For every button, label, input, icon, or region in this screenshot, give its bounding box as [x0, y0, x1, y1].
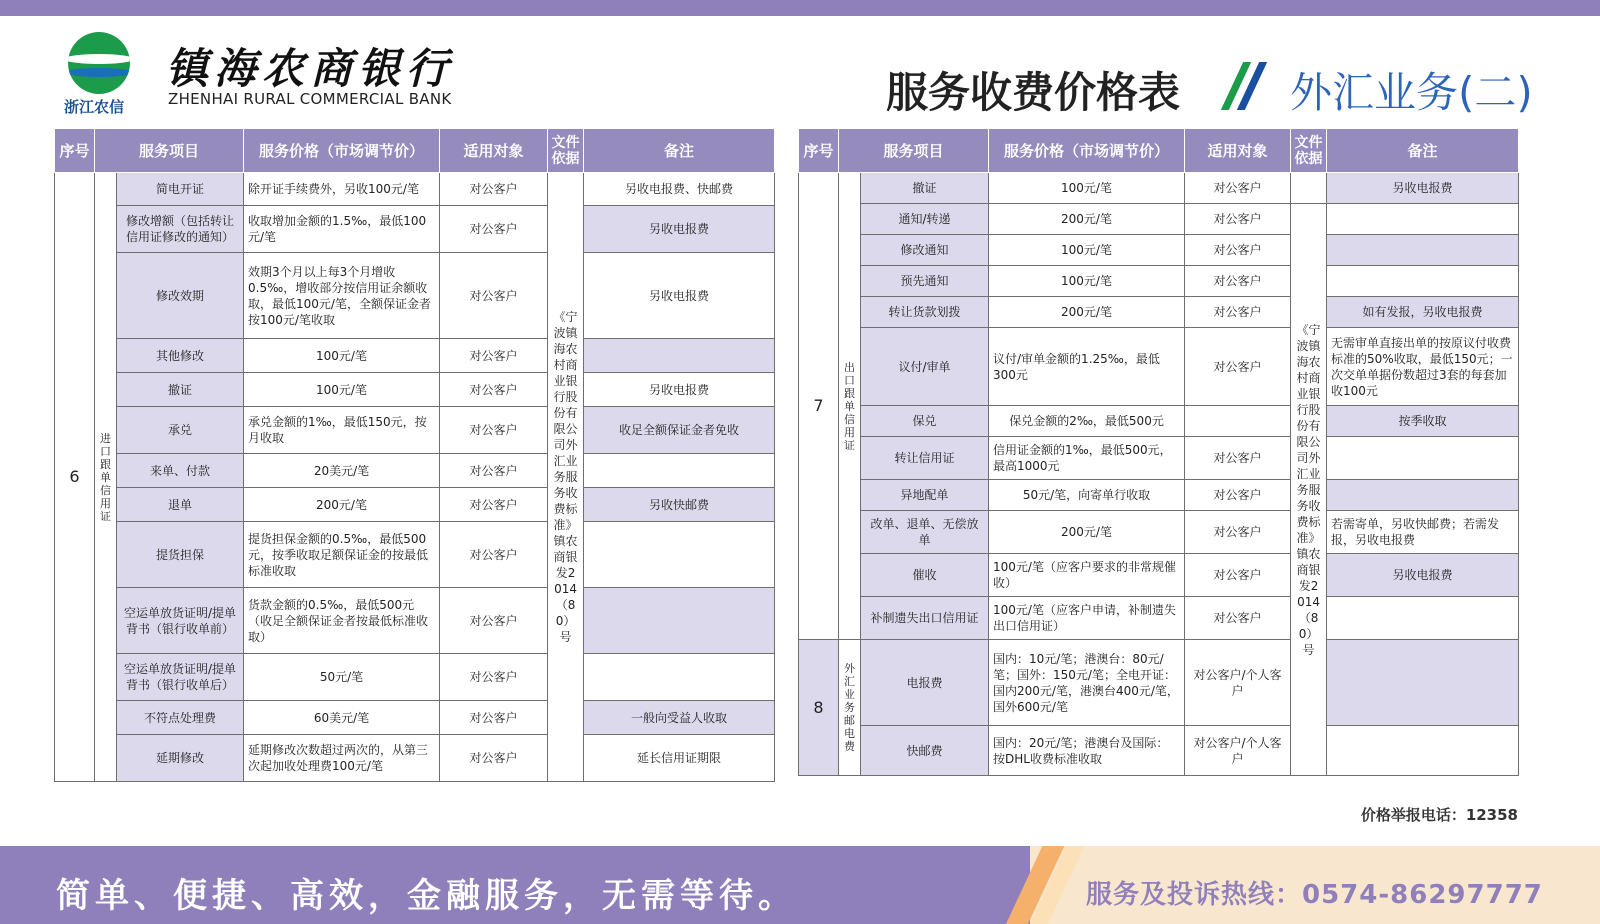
service-price: 100元/笔 — [989, 173, 1185, 204]
target-customer: 对公客户 — [1185, 480, 1291, 511]
remark: 一般向受益人收取 — [584, 701, 775, 735]
service-price: 50元/笔，向寄单行收取 — [989, 480, 1185, 511]
target-customer: 对公客户 — [440, 701, 548, 735]
service-price: 60美元/笔 — [244, 701, 440, 735]
remark — [1327, 204, 1519, 235]
col-header-remark: 备注 — [1327, 129, 1519, 173]
service-item: 预先通知 — [861, 266, 989, 297]
table-row — [55, 522, 775, 588]
fee-table-left — [54, 128, 775, 782]
service-price: 延期修改次数超过两次的，从第三次起加收处理费100元/笔 — [244, 735, 440, 782]
service-item: 承兑 — [117, 407, 244, 454]
service-price: 效期3个月以上每3个月增收0.5‰，增收部分按信用证余额收取，最低100元/笔，全额保证金者按100元/笔收取 — [244, 253, 440, 339]
document-basis: 《宁波镇海农村商业银行股份有限公司外汇业务服务收费标准》镇农商银发2014（80）号 — [548, 173, 584, 782]
page-subtitle: 外汇业务(二) — [1290, 68, 1533, 117]
service-price: 200元/笔 — [989, 204, 1185, 235]
table-row — [55, 339, 775, 373]
service-item: 改单、退单、无偿放单 — [861, 511, 989, 554]
remark — [584, 588, 775, 654]
remark: 另收快邮费 — [584, 488, 775, 522]
service-price: 100元/笔（应客户申请，补制遗失出口信用证） — [989, 597, 1185, 640]
table-row — [55, 588, 775, 654]
target-customer: 对公客户 — [440, 735, 548, 782]
service-price: 100元/笔 — [244, 373, 440, 407]
target-customer: 对公客户 — [440, 339, 548, 373]
service-price: 提货担保金额的0.5‰，最低500元，按季收取足额保证金的按最低标准收取 — [244, 522, 440, 588]
target-customer: 对公客户 — [1185, 597, 1291, 640]
target-customer: 对公客户 — [1185, 554, 1291, 597]
table-row — [799, 266, 1519, 297]
service-price: 国内：20元/笔；港澳台及国际：按DHL收费标准收取 — [989, 726, 1185, 776]
footer-hotline: 服务及投诉热线：0574-86297777 — [1086, 880, 1543, 910]
table-row — [799, 437, 1519, 480]
table-row — [799, 726, 1519, 776]
table-row — [799, 328, 1519, 406]
remark — [1327, 726, 1519, 776]
target-customer: 对公客户 — [1185, 204, 1291, 235]
service-item: 不符点处理费 — [117, 701, 244, 735]
service-price: 100元/笔 — [989, 266, 1185, 297]
remark — [1327, 597, 1519, 640]
table-row — [799, 204, 1519, 235]
remark — [584, 522, 775, 588]
target-customer: 对公客户 — [1185, 437, 1291, 480]
table-row — [55, 173, 775, 206]
table-row — [799, 480, 1519, 511]
target-customer: 对公客户 — [440, 173, 548, 206]
target-customer: 对公客户 — [1185, 266, 1291, 297]
col-header-target: 适用对象 — [1185, 129, 1291, 173]
service-item: 来单、付款 — [117, 454, 244, 488]
logo-caption: 浙江农信 — [64, 98, 125, 116]
top-accent-bar — [0, 0, 1600, 16]
table-row — [799, 640, 1519, 726]
service-item: 议付/审单 — [861, 328, 989, 406]
group-name: 进口跟单信用证 — [95, 173, 117, 782]
document-basis: 《宁波镇海农村商业银行股份有限公司外汇业务服务收费标准》镇农商银发2014（80）号 — [1291, 204, 1327, 776]
target-customer: 对公客户 — [440, 522, 548, 588]
col-header-item: 服务项目 — [839, 129, 989, 173]
service-item: 撤证 — [861, 173, 989, 204]
table-row — [55, 407, 775, 454]
service-item: 快邮费 — [861, 726, 989, 776]
col-header-item: 服务项目 — [95, 129, 244, 173]
service-price: 100元/笔 — [989, 235, 1185, 266]
target-customer — [1185, 406, 1291, 437]
target-customer: 对公客户 — [440, 206, 548, 253]
service-price: 收取增加金额的1.5‰，最低100元/笔 — [244, 206, 440, 253]
service-price: 承兑金额的1‰，最低150元，按月收取 — [244, 407, 440, 454]
table-row — [55, 373, 775, 407]
col-header-price: 服务价格（市场调节价） — [244, 129, 440, 173]
service-item: 简电开证 — [117, 173, 244, 206]
page-title: 服务收费价格表 — [886, 68, 1181, 117]
table-row — [799, 173, 1519, 204]
remark: 按季收取 — [1327, 406, 1519, 437]
target-customer: 对公客户 — [1185, 328, 1291, 406]
service-price: 200元/笔 — [989, 297, 1185, 328]
target-customer: 对公客户 — [440, 253, 548, 339]
table-row — [799, 511, 1519, 554]
table-row — [55, 454, 775, 488]
service-item: 延期修改 — [117, 735, 244, 782]
col-header-no: 序号 — [799, 129, 839, 173]
service-price: 20美元/笔 — [244, 454, 440, 488]
remark: 收足全额保证金者免收 — [584, 407, 775, 454]
remark — [1327, 640, 1519, 726]
remark — [1327, 437, 1519, 480]
remark: 另收电报费 — [1327, 554, 1519, 597]
col-header-basis: 文件依据 — [548, 129, 584, 173]
target-customer: 对公客户/个人客户 — [1185, 640, 1291, 726]
col-header-no: 序号 — [55, 129, 95, 173]
service-item: 退单 — [117, 488, 244, 522]
col-header-remark: 备注 — [584, 129, 775, 173]
bank-name-cn: 镇海农商银行 — [166, 44, 455, 93]
group-name: 出口跟单信用证 — [839, 173, 861, 640]
table-row — [55, 701, 775, 735]
group-number: 6 — [55, 173, 95, 782]
col-header-basis: 文件依据 — [1291, 129, 1327, 173]
price-report-phone: 价格举报电话：12358 — [1360, 806, 1518, 824]
col-header-price: 服务价格（市场调节价） — [989, 129, 1185, 173]
remark: 若需寄单，另收快邮费；若需发报，另收电报费 — [1327, 511, 1519, 554]
remark — [1327, 480, 1519, 511]
remark: 如有发报，另收电报费 — [1327, 297, 1519, 328]
col-header-target: 适用对象 — [440, 129, 548, 173]
service-price: 议付/审单金额的1.25‰，最低300元 — [989, 328, 1185, 406]
group-name: 外汇业务邮电费 — [839, 640, 861, 776]
remark: 无需审单直接出单的按原议付收费标准的50%收取，最低150元；一次交单单据份数超过3套的每套加收100元 — [1327, 328, 1519, 406]
target-customer: 对公客户 — [1185, 235, 1291, 266]
target-customer: 对公客户 — [440, 407, 548, 454]
remark — [584, 654, 775, 701]
service-item: 转让信用证 — [861, 437, 989, 480]
remark: 另收电报费 — [584, 373, 775, 407]
remark: 另收电报费 — [584, 253, 775, 339]
service-price: 除开证手续费外，另收100元/笔 — [244, 173, 440, 206]
table-row — [799, 235, 1519, 266]
table-row — [55, 253, 775, 339]
table-row — [799, 597, 1519, 640]
target-customer: 对公客户/个人客户 — [1185, 726, 1291, 776]
service-item: 补制遗失出口信用证 — [861, 597, 989, 640]
remark — [1327, 235, 1519, 266]
remark: 另收电报费 — [1327, 173, 1519, 204]
table-row — [55, 654, 775, 701]
service-item: 空运单放货证明/提单背书（银行收单后） — [117, 654, 244, 701]
table-row — [55, 735, 775, 782]
service-item: 撤证 — [117, 373, 244, 407]
service-price: 50元/笔 — [244, 654, 440, 701]
target-customer: 对公客户 — [440, 454, 548, 488]
target-customer: 对公客户 — [440, 488, 548, 522]
service-item: 通知/转递 — [861, 204, 989, 235]
service-item: 保兑 — [861, 406, 989, 437]
service-item: 转让货款划拨 — [861, 297, 989, 328]
remark — [1327, 266, 1519, 297]
service-item: 修改增额（包括转让信用证修改的通知） — [117, 206, 244, 253]
target-customer: 对公客户 — [440, 654, 548, 701]
service-item: 修改通知 — [861, 235, 989, 266]
target-customer: 对公客户 — [440, 373, 548, 407]
table-row — [55, 488, 775, 522]
service-item: 其他修改 — [117, 339, 244, 373]
service-item: 电报费 — [861, 640, 989, 726]
fee-table-right — [798, 128, 1519, 776]
document-basis-empty — [1291, 173, 1327, 204]
service-item: 修改效期 — [117, 253, 244, 339]
remark — [584, 339, 775, 373]
service-price: 货款金额的0.5‰，最低500元（收足全额保证金者按最低标准收取） — [244, 588, 440, 654]
target-customer: 对公客户 — [1185, 173, 1291, 204]
remark — [584, 454, 775, 488]
target-customer: 对公客户 — [1185, 297, 1291, 328]
service-price: 200元/笔 — [244, 488, 440, 522]
target-customer: 对公客户 — [440, 588, 548, 654]
table-row — [799, 406, 1519, 437]
remark: 另收电报费、快邮费 — [584, 173, 775, 206]
table-row — [799, 554, 1519, 597]
footer-slogan: 简单、便捷、高效，金融服务，无需等待。 — [56, 876, 797, 916]
target-customer: 对公客户 — [1185, 511, 1291, 554]
service-item: 提货担保 — [117, 522, 244, 588]
group-number: 8 — [799, 640, 839, 776]
bank-logo-icon — [68, 32, 130, 94]
table-row — [55, 206, 775, 253]
service-price: 200元/笔 — [989, 511, 1185, 554]
service-item: 异地配单 — [861, 480, 989, 511]
service-price: 100元/笔（应客户要求的非常规催收） — [989, 554, 1185, 597]
service-price: 100元/笔 — [244, 339, 440, 373]
service-item: 催收 — [861, 554, 989, 597]
bank-name-en: ZHENHAI RURAL COMMERCIAL BANK — [168, 90, 452, 108]
table-row — [799, 297, 1519, 328]
service-price: 国内：10元/笔；港澳台：80元/笔；国外：150元/笔；全电开证：国内200元/笔，港澳台400元/笔，国外600元/笔 — [989, 640, 1185, 726]
remark: 延长信用证期限 — [584, 735, 775, 782]
service-price: 保兑金额的2‰，最低500元 — [989, 406, 1185, 437]
remark: 另收电报费 — [584, 206, 775, 253]
service-price: 信用证金额的1‰，最低500元，最高1000元 — [989, 437, 1185, 480]
group-number: 7 — [799, 173, 839, 640]
service-item: 空运单放货证明/提单背书（银行收单前） — [117, 588, 244, 654]
